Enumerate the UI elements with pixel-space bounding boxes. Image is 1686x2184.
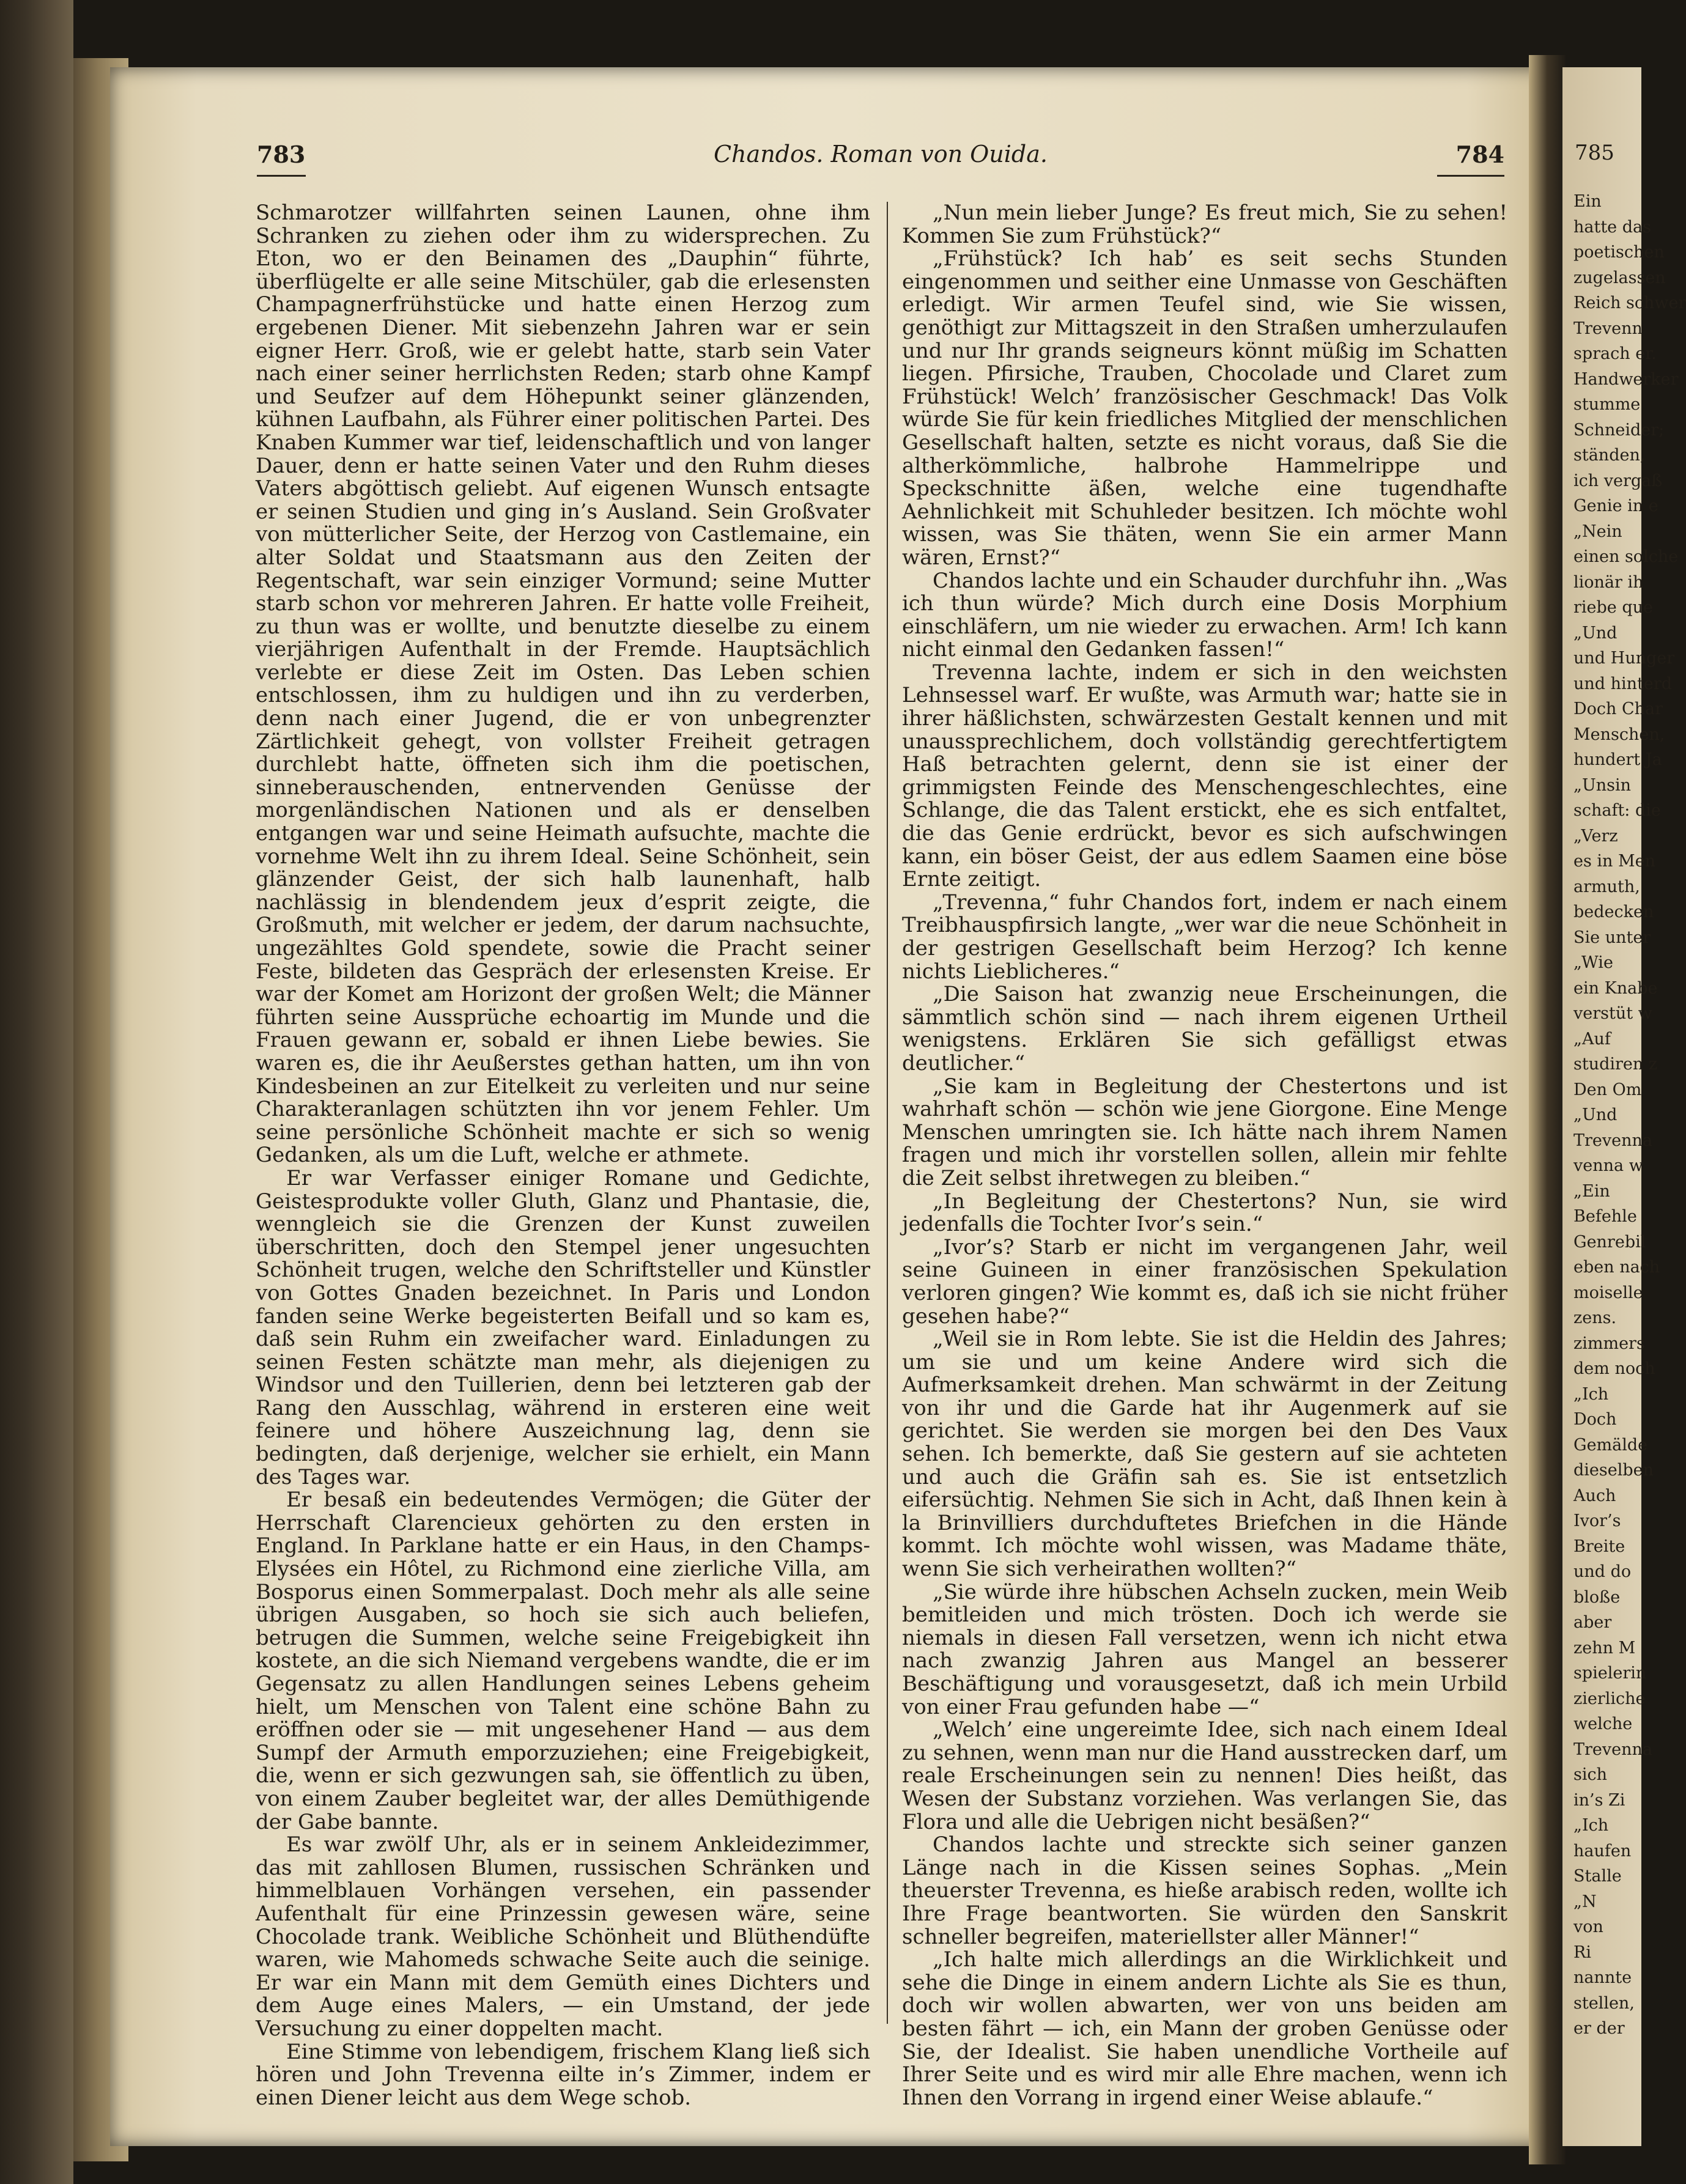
next-page-text-fragment: armuth, — [1573, 877, 1640, 896]
next-page-text-fragment: Doch Char — [1573, 699, 1663, 718]
paragraph: „Ich halte mich allerdings an die Wirklichkeit und sehe die Dinge in einem andern Lichte als Sie es thun, doch wir wollen abwarten, wer von uns beiden am besten fährt — ich, ein Mann der groben Genüsse oder Sie, der Idealist. Sie haben unendliche Vortheile auf Ihrer Seite und es wird mir alle Ehre machen, wenn ich Ihnen den Vorrang in irgend einer Weise ablaufe.“ — [902, 1947, 1507, 2110]
next-page-text-fragment: hatte das — [1573, 217, 1651, 237]
right-column — [902, 202, 1507, 2109]
next-page-text-fragment: haufen — [1573, 1841, 1632, 1861]
next-page-text-fragment: Befehle — [1573, 1207, 1637, 1226]
next-page-text-fragment: venna w — [1573, 1156, 1643, 1175]
next-page-text-fragment: „Und — [1573, 623, 1618, 643]
page-number-left-rule — [257, 175, 306, 177]
next-page-text-fragment: Schneider; — [1573, 420, 1665, 440]
next-page-text-fragment: zimmers — [1573, 1334, 1645, 1353]
paragraph: „Welch’ eine ungereimte Idee, sich nach einem Ideal zu sehnen, wenn man nur die Hand ausstrecken darf, um reale Erscheinungen sein zu nennen! Dies heißt, das Wesen der Substanz vorziehen. Was verlangen Sie, das Flora und alle die Uebrigen nicht besäßen?“ — [902, 1717, 1507, 1834]
next-page-text-fragment: es in Men — [1573, 852, 1656, 871]
next-page-text-fragment: er der — [1573, 2019, 1625, 2038]
next-page-text-fragment: zens. — [1573, 1308, 1617, 1327]
next-page-text-fragment: „Auf — [1573, 1029, 1611, 1049]
next-page-text-fragment: Doch — [1573, 1410, 1617, 1429]
next-page-text-fragment: nannte — [1573, 1968, 1632, 1987]
page-number-right: 784 — [1455, 141, 1504, 168]
next-page-text-fragment: Ri — [1573, 1942, 1591, 1962]
next-page-text-fragment: verstüt w — [1573, 1004, 1652, 1023]
next-page-text-fragment: zugelassen — [1573, 268, 1666, 287]
paragraph: „Nun mein lieber Junge? Es freut mich, Sie zu sehen! Kommen Sie zum Frühstück?“ — [902, 201, 1507, 248]
next-page-text-fragment: hundert Ja — [1573, 750, 1662, 769]
next-page-text-fragment: lionär ih — [1573, 572, 1644, 592]
next-page-text-fragment: einen solche — [1573, 547, 1679, 566]
paragraph: „Die Saison hat zwanzig neue Erscheinungen, die sämmtlich schön sind — nach ihrem eigenen Urtheil wenigstens. Erklären Sie sich gefälligst etwas deutlicher.“ — [902, 982, 1507, 1075]
next-page-text-fragment: ein Knabe — [1573, 978, 1658, 998]
paragraph: Eine Stimme von lebendigem, frischem Klang ließ sich hören und John Trevenna eilte in’s Zimmer, indem er einen Diener leicht aus dem Wege schob. — [256, 2039, 870, 2110]
next-page-text-fragment: Trevenna — [1573, 1739, 1653, 1759]
next-page-text-fragment: schaft: die — [1573, 801, 1661, 820]
next-page-text-fragment: „Unsin — [1573, 775, 1632, 795]
paragraph: „Frühstück? Ich hab’ es seit sechs Stunden eingenommen und seither eine Unmasse von Geschäften erledigt. Wir armen Teufel sind, wie Sie wissen, genöthigt zur Mittagszeit in den Straßen umherzulaufen und nur Ihr grands seigneurs könnt müßig im Schatten liegen. Pfirsiche, Trauben, Chocolade und Claret zum Frühstück! Welch’ französischer Geschmack! Das Volk würde Sie für kein friedliches Mitglied der menschlichen Gesellschaft halten, setzte es nicht voraus, daß Sie die altherkömmliche, halbrohe Hammelrippe und Speckschnitte äßen, welche eine tugendhafte Aehnlichkeit mit Schuhleder besitzen. Ich möchte wohl wissen, was Sie thäten, wenn Sie ein armer Mann wären, Ernst?“ — [902, 246, 1507, 570]
next-page-text-fragment: Menschen, — [1573, 725, 1665, 744]
next-page-text-fragment: „Nein — [1573, 522, 1622, 541]
next-page-text-fragment: „Ein — [1573, 1181, 1610, 1201]
next-page-text-fragment: Genrebil — [1573, 1232, 1646, 1252]
paragraph: Es war zwölf Uhr, als er in seinem Ankleidezimmer, das mit zahllosen Blumen, russischen Schränken und himmelblauen Vorhängen versehen, ein passender Aufenthalt für eine Prinzessin gewesen wäre, seine Chocolade trank. Weibliche Schönheit und Blüthendüfte waren, wie Mahomeds schwache Seite auch die seinige. Er war ein Mann mit dem Gemüth eines Dichters und dem Auge eines Malers, — ein Umstand, der jede Versuchung zu einer doppelten macht. — [256, 1832, 870, 2041]
next-page-text-fragment: poetischen — [1573, 243, 1665, 262]
next-page-number: 785 — [1575, 141, 1614, 165]
paragraph: „Trevenna,“ fuhr Chandos fort, indem er nach einem Treibhauspfirsich langte, „wer war die neue Schönheit in der gestrigen Gesellschaft beim Herzog? Ich kenne nichts Lieblicheres.“ — [902, 890, 1507, 984]
page-number-left: 783 — [257, 141, 306, 168]
next-page-text-fragment: dieselben — [1573, 1461, 1654, 1480]
next-page-text-fragment: und hinterd — [1573, 674, 1673, 693]
next-page-text-fragment: bedecken — [1573, 902, 1654, 921]
next-page-text-fragment: Genie in e — [1573, 496, 1658, 515]
next-page-text-fragment: zehn M — [1573, 1638, 1636, 1658]
next-page-text-fragment: in’s Zi — [1573, 1790, 1625, 1810]
paragraph: Chandos lachte und streckte sich seiner ganzen Länge nach in die Kissen seines Sophas. „Mein theuerster Trevenna, es hieße arabisch reden, wollte ich Ihre Frage beantworten. Sie würden den Sanskrit schneller begreifen, materiellster aller Männer!“ — [902, 1832, 1507, 1949]
next-page-text-fragment: stumme — [1573, 395, 1641, 414]
next-page-text-fragment: ständen, — [1573, 446, 1646, 465]
next-page-edge — [1562, 67, 1686, 2146]
next-page-text-fragment: und Hunger — [1573, 649, 1675, 668]
paragraph: Schmarotzer willfahrten seinen Launen, ohne ihm Schranken zu ziehen oder ihm zu widersprechen. Zu Eton, wo er den Beinamen des „Dauphin“ führte, überflügelte er alle seine Mitschüler, gab die erlesensten Champagnerfrühstücke und hatte einen Herzog zum ergebenen Diener. Mit siebenzehn Jahren war er sein eigner Herr. Groß, wie er gelebt hatte, starb sein Vater nach einer seiner herrlichsten Reden; starb ohne Kampf und Seufzer auf dem Höhepunkt seiner glänzenden, kühnen Laufbahn, als Führer einer politischen Partei. Des Knaben Kummer war tief, leidenschaftlich und von langer Dauer, denn er hatte seinen Vater und den Ruhm dieses Vaters abgöttisch geliebt. Auf eigenen Wunsch entsagte er seinen Studien und ging in’s Ausland. Sein Großvater von mütterlicher Seite, der Herzog von Castlemaine, ein alter Soldat und Staatsmann aus den Zeiten der Regentschaft, war sein einziger Vormund; seine Mutter starb schon vor mehreren Jahren. Er hatte volle Freiheit, zu thun was er wollte, und benutzte dieselbe zu einem vierjährigen Aufenthalt in der Fremde. Hauptsächlich verlebte er diese Zeit im Osten. Das Leben schien entschlossen, ihm zu huldigen und ihn zu verderben, denn nach einer Jugend, die er von unbegrenzter Zärtlichkeit gehegt, von vollster Freiheit getragen durchlebt hatte, öffneten sich ihm die poetischen, sinneberauschenden, entnervenden Genüsse der morgenländischen Nationen und als er denselben entgangen war und seine Heimath aufsuchte, machte die vornehme Welt ihn zu ihrem Ideal. Seine Schönheit, sein glänzender Geist, der sich halb launenhaft, halb nachlässig in blendendem jeux d’esprit zeigte, die Großmuth, mit welcher er jedem, der darum nachsuchte, ungezähltes Gold spendete, sowie die Pracht seiner Feste, bildeten das Gespräch der erlesensten Kreise. Er war der Komet am Horizont der großen Welt; die Männer führten seine Aussprüche echoartig im Munde und die Frauen gewann er, sobald er ihnen Liebe bewies. Sie waren es, die ihr Aeußerstes gethan hatten, um ihn von Kindesbeinen an zur Eitelkeit zu verleiten und nur seine Charakteranlagen schützten ihn vor jenem Fehler. Um seine persönliche Schönheit machte er sich so wenig Gedanken, als um die Luft, welche er athmete. — [256, 201, 870, 1168]
next-page-text-fragment: bloße — [1573, 1587, 1621, 1607]
next-page-text-fragment: riebe que — [1573, 598, 1654, 617]
next-page-text-fragment: Ein — [1573, 192, 1602, 211]
next-page-text-fragment: Auch — [1573, 1486, 1616, 1505]
next-page-text-fragment: Handwerker — [1573, 369, 1679, 389]
next-page-text-fragment: dem noch — [1573, 1359, 1655, 1378]
next-page-text-fragment: ich vergaß — [1573, 471, 1663, 490]
next-page-text-fragment: moiselle — [1573, 1283, 1643, 1302]
next-page-text-fragment: und do — [1573, 1562, 1632, 1581]
next-page-text-fragment: Trevenna — [1573, 1131, 1653, 1150]
left-column — [256, 202, 870, 2109]
next-page-text-fragment: aber — [1573, 1613, 1612, 1632]
next-page-text-fragment: welche — [1573, 1714, 1633, 1733]
paragraph: „Weil sie in Rom lebte. Sie ist die Heldin des Jahres; um sie und um keine Andere wird sich die Aufmerksamkeit drehen. Man schwärmt in der Zeitung von ihr und die Garde hat ihr Augenmerk auf sie gerichtet. Sie werden sie morgen bei den Des Vaux sehen. Ich bemerkte, daß Sie gestern auf sie achteten und auch die Gräfin sah es. Sie ist entsetzlich eifersüchtig. Nehmen Sie sich in Acht, daß Ihnen kein à la Brinvilliers durchduftetes Briefchen in die Hände kommt. Ich möchte wohl wissen, was Madame thäte, wenn Sie sich verheirathen wollten?“ — [902, 1327, 1507, 1582]
next-page-text-fragment: stellen, — [1573, 1993, 1635, 2013]
next-page-text-fragment: Ivor’s — [1573, 1511, 1621, 1530]
next-page-text-fragment: Reich schwer — [1573, 293, 1686, 312]
next-page-text-fragment: sich — [1573, 1765, 1608, 1784]
paragraph: Chandos lachte und ein Schauder durchfuhr ihn. „Was ich thun würde? Mich durch eine Dosis Morphium einschläfern, um nie wieder zu erwachen. Arm! Ich kann nicht einmal den Gedanken fassen!“ — [902, 568, 1507, 662]
next-page-text-fragment: zierliche — [1573, 1689, 1646, 1708]
next-page-text-fragment: von — [1573, 1917, 1603, 1936]
paragraph: „Sie würde ihre hübschen Achseln zucken, mein Weib bemitleiden und mich trösten. Doch ich werde sie niemals in diesen Fall versetzen, wenn ich nicht etwa nach zwanzig Jahren aus Mangel an besserer Beschäftigung und vorausgesetzt, daß ich mein Urbild von einer Frau gefunden habe —“ — [902, 1579, 1507, 1719]
next-page-text-fragment: spielerin — [1573, 1664, 1647, 1683]
next-page-text-fragment: „Verz — [1573, 826, 1618, 846]
next-page-text-fragment: Trevenn — [1573, 319, 1643, 338]
next-page-text-fragment: „Ich — [1573, 1384, 1609, 1404]
paragraph: Er besaß ein bedeutendes Vermögen; die Güter der Herrschaft Clarencieux gehörten zu den ersten in England. In Parklane hatte er ein Haus, in den Champs-Elysées ein Hôtel, zu Richmond eine zierliche Villa, am Bosporus einen Sommerpalast. Doch mehr als alle seine übrigen Ausgaben, so hoch sie sich auch beliefen, betrugen die Summen, welche seine Freigebigkeit ihn kostete, an die sich Niemand vergebens wandte, die er im Gegensatz zu allen Handlungen seines Lebens geheim hielt, um Menschen von Talent eine schöne Bahn zu eröffnen oder sie — mit ungesehener Hand — aus dem Sumpf der Armuth emporzuziehen; eine Freigebigkeit, die, wenn er sich gezwungen sah, sie öffentlich zu üben, von einem Zauber begleitet war, der alles Demüthigende der Gabe bannte. — [256, 1488, 870, 1834]
next-page-text-fragment: Den Om — [1573, 1080, 1642, 1099]
next-page-text-fragment: Stalle — [1573, 1867, 1622, 1886]
next-page-text-fragment: Gemälde — [1573, 1435, 1648, 1455]
next-page-text-fragment: „Ich — [1573, 1816, 1609, 1835]
next-page-text-fragment: Sie unter — [1573, 928, 1651, 947]
book-binding — [0, 0, 73, 2184]
paragraph: „In Begleitung der Chestertons? Nun, sie wird jedenfalls die Tochter Ivor’s sein.“ — [902, 1189, 1507, 1237]
paragraph: „Sie kam in Begleitung der Chestertons und ist wahrhaft schön — schön wie jene Giorgone. Eine Menge Menschen umringten sie. Ich hätte nach ihrem Namen fragen und mich ihr vorstellen sollen, allein mir fehlte die Zeit selbst ihretwegen zu bleiben.“ — [902, 1074, 1507, 1190]
page-number-right-rule — [1437, 175, 1504, 177]
next-page-text-fragment: Breite — [1573, 1537, 1625, 1556]
next-page-text-fragment: eben nach — [1573, 1258, 1660, 1277]
next-page-text-fragment: sprach er. — [1573, 344, 1657, 363]
column-divider — [887, 202, 888, 2024]
next-page-text-fragment: „Und — [1573, 1105, 1618, 1124]
next-page-text-fragment: studiren z — [1573, 1055, 1658, 1074]
next-page-text-fragment: „Wie — [1573, 953, 1613, 972]
paragraph: Er war Verfasser einiger Romane und Gedichte, Geistesprodukte voller Gluth, Glanz und Phantasie, die, wenngleich sie die Grenzen der Kunst zuweilen überschritten, doch den Stempel jener ungesuchten Schönheit trugen, welche den Schriftsteller und Künstler von Gottes Gnaden bezeichnet. In Paris und London fanden seine Werke begeisterten Beifall und so kam es, daß sein Ruhm ein zweifacher ward. Einladungen zu seinen Festen schätzte man mehr, als diejenigen zu Windsor und den Tuillerien, denn bei letzteren gab der Rang den Ausschlag, während in ersteren eine weit feinere und höhere Auszeichnung lag, denn sie bedingten, daß derjenige, welcher sie erhielt, ein Mann des Tages war. — [256, 1165, 870, 1489]
paragraph: „Ivor’s? Starb er nicht im vergangenen Jahr, weil seine Guineen in einer französischen Spekulation verloren gingen? Wie kommt es, daß ich sie nicht früher gesehen habe?“ — [902, 1234, 1507, 1329]
running-title: Chandos. Roman von Ouida. — [713, 141, 1048, 168]
next-page-text-fragment: „N — [1573, 1892, 1597, 1911]
page-header — [257, 141, 1504, 177]
paragraph: Trevenna lachte, indem er sich in den weichsten Lehnsessel warf. Er wußte, was Armuth war; hatte sie in ihrer häßlichsten, schwärzesten Gestalt kennen und mit unaussprechlichem, doch vollständig gerechtfertigtem Haß betrachten gelernt, denn sie ist einer der grimmigsten Feinde des Menschengeschlechtes, eine Schlange, die das Talent erstickt, ehe es sich entfaltet, die das Genie erdrückt, bevor es sich aufschwingen kann, ein böser Geist, der aus edlem Saamen eine böse Ernte zeitigt. — [902, 660, 1507, 892]
book-gutter — [1529, 55, 1566, 2164]
